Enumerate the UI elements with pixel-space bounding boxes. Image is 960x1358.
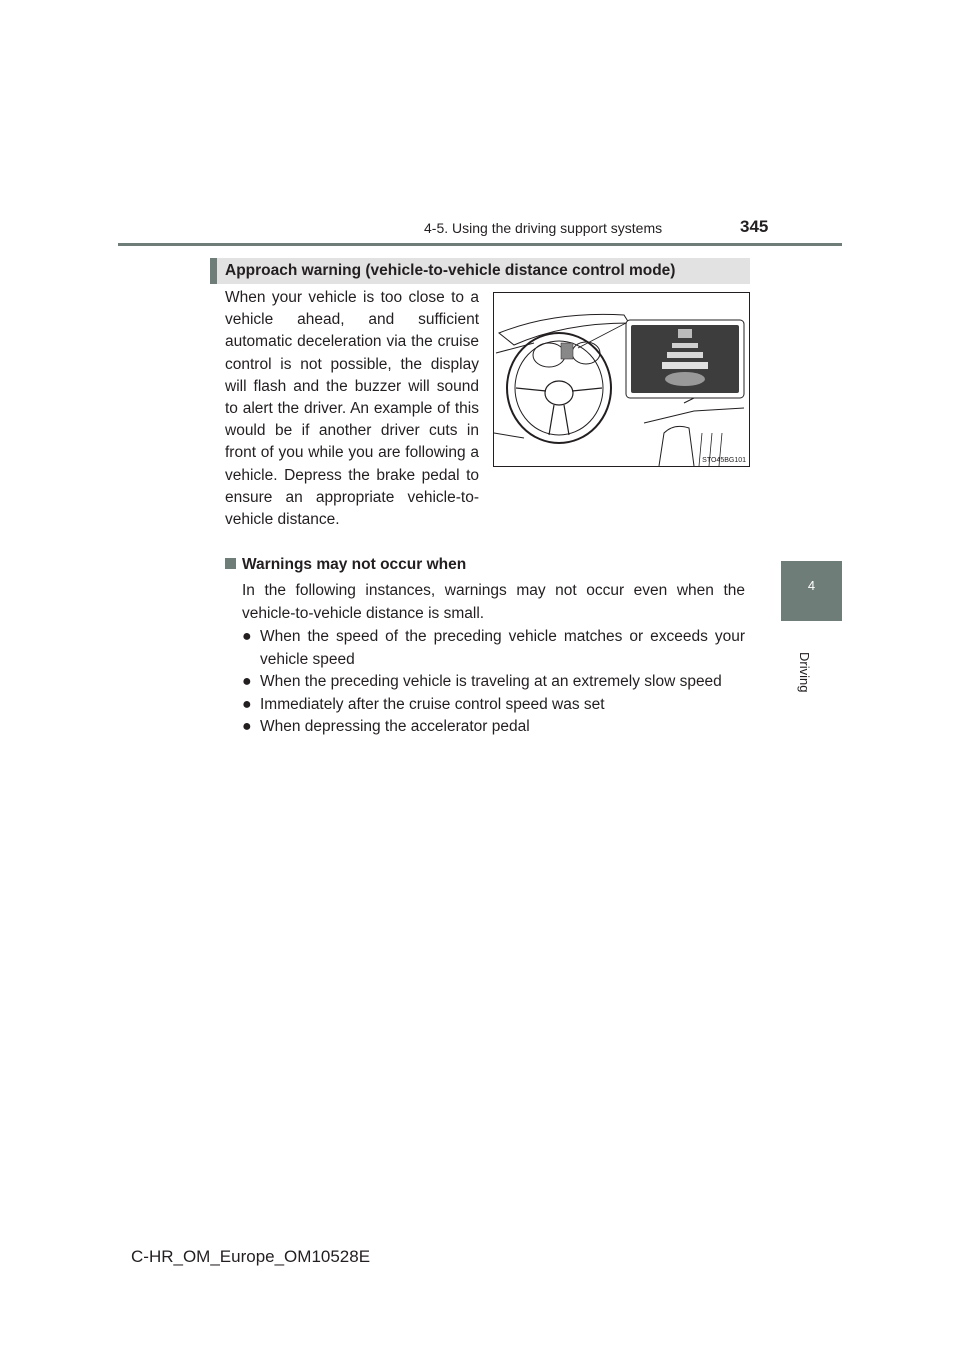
chapter-label: Driving <box>797 652 812 693</box>
running-header: 4-5. Using the driving support systems <box>424 220 663 236</box>
warning-conditions-list <box>242 626 745 739</box>
page-number: 345 <box>740 217 769 236</box>
subsection-heading-text: Warnings may not occur when <box>242 556 467 573</box>
list-item: ● When the preceding vehicle is traveling at an extremely slow speed <box>242 671 745 694</box>
section-heading: Approach warning (vehicle-to-vehicle distance control mode) <box>210 258 750 284</box>
bullet-icon: ● <box>242 695 252 713</box>
document-code: C-HR_OM_Europe_OM10528E <box>131 1247 371 1266</box>
section-body: When your vehicle is too close to a vehicle ahead, and sufficient automatic deceleration via the cruise control is not possible, the display will flash and the buzzer will sound to alert the driver. An example of this would be if another driver cuts in front of you while you are following a vehicle. Depress the brake pedal to ensure an appropriate vehicle-to-vehicle distance. <box>225 289 479 529</box>
bullet-icon: ● <box>242 673 252 690</box>
dashboard-illustration <box>493 292 750 467</box>
bullet-icon: ● <box>242 718 252 735</box>
bullet-icon: ● <box>242 628 252 645</box>
list-item: ● Immediately after the cruise control speed was set <box>242 694 745 717</box>
subsection-heading <box>225 556 466 574</box>
list-item: ● When the speed of the preceding vehicle matches or exceeds your vehicle speed <box>242 628 745 668</box>
chapter-tab[interactable] <box>781 561 842 621</box>
header-divider <box>118 243 842 246</box>
figure-code: STO45BG101 <box>702 457 746 464</box>
subsection-intro: In the following instances, warnings may not occur even when the vehicle-to-vehicle distance is small. <box>242 582 745 622</box>
square-bullet-icon <box>225 558 236 569</box>
list-item: ● When depressing the accelerator pedal <box>242 716 745 739</box>
chapter-number: 4 <box>807 578 816 593</box>
steering-wheel-display-drawing <box>494 293 749 466</box>
